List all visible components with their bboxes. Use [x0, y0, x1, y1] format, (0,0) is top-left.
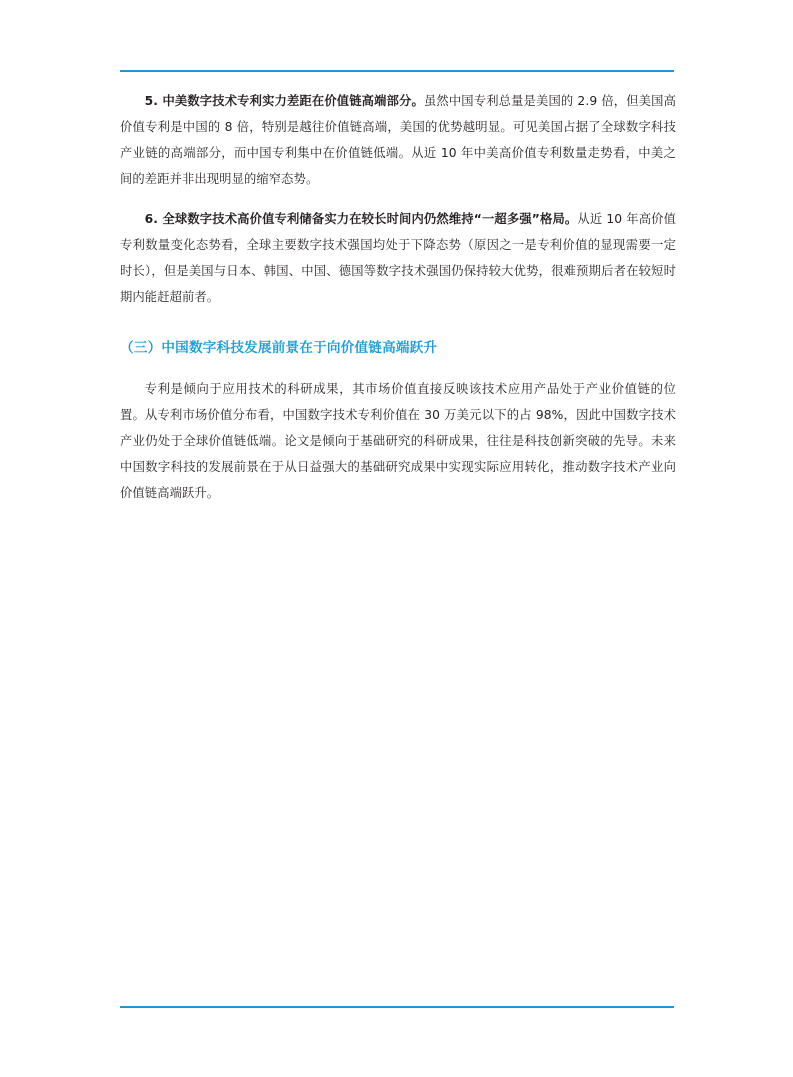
- footer-divider-rule: [120, 1006, 674, 1008]
- section-heading: （三）中国数字科技发展前景在于向价值链高端跃升: [120, 340, 438, 356]
- paragraph-lead: 6. 全球数字技术高价值专利储备实力在较长时间内仍然维持“一超多强”格局。: [144, 212, 578, 226]
- document-body: [120, 88, 676, 506]
- paragraph-item: [120, 88, 676, 192]
- paragraph-text: 从近 10 年高价值专利数量变化态势看，全球主要数字技术强国均处于下降态势（原因之一是专利价值的显现需要一定时长），但是美国与日本、韩国、中国、德国等数字技术强国仍保持较大优势，很难预期后者在较短时期内能赶超前者。: [120, 212, 677, 304]
- paragraph-text: 专利是倾向于应用技术的科研成果，其市场价值直接反映该技术应用产品处于产业价值链的位置。从专利市场价值分布看，中国数字技术专利价值在 30 万美元以下的占 98%，因此中国数字技术产业仍处于全球价值链低端。论文是倾向于基础研究的科研成果，往往是科技创新突破的先导。未来中国数字科技的发展前景在于从日益强大的基础研究成果中实现实际应用转化，推动数字技术产业向价值链高端跃升。: [120, 382, 676, 500]
- paragraph-item: [120, 376, 676, 506]
- paragraph-text: 虽然中国专利总量是美国的 2.9 倍，但美国高价值专利是中国的 8 倍，特别是越往价值链高端，美国的优势越明显。可见美国占据了全球数字科技产业链的高端部分，而中国专利集中在价值链低端。从近 10 年中美高价值专利数量走势看，中美之间的差距并非出现明显的缩窄态势。: [120, 94, 676, 186]
- paragraph-lead: 5. 中美数字技术专利实力差距在价值链高端部分。: [144, 94, 424, 108]
- paragraph-item: [120, 206, 676, 310]
- header-divider-rule: [120, 70, 674, 72]
